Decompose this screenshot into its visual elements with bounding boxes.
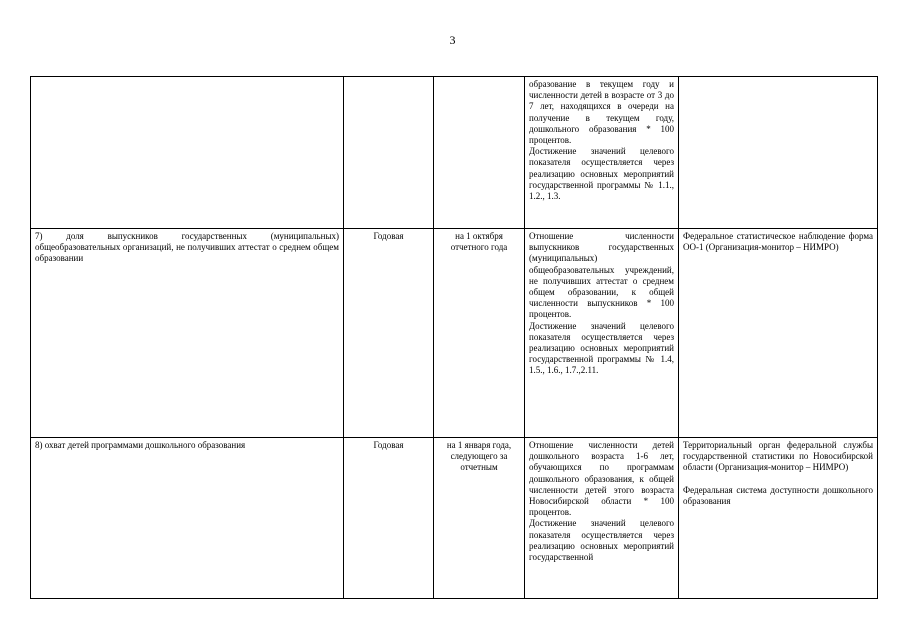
table-row — [31, 229, 878, 438]
method-cell — [525, 229, 679, 438]
method-cell — [525, 438, 679, 599]
method-paragraph: Достижение значений целевого показателя осуществляется через реализацию основных мероприятий государственной программы № 1.4, 1.5., 1.6., 1.7.,2.11. — [529, 320, 674, 376]
date-cell: на 1 января года, следующего за отчетным — [434, 438, 525, 599]
page-number: 3 — [449, 33, 456, 47]
source-paragraph: Федеральная система доступности дошкольного образования — [683, 484, 873, 506]
method-paragraph: Отношение численности детей дошкольного возраста 1-6 лет, обучающихся по программам дошкольного образования, к общей численности детей этого возраста Новосибирской области * 100 процентов. — [529, 440, 674, 518]
indicators-table — [30, 76, 878, 599]
source-cell — [679, 77, 878, 229]
method-paragraph: образование в текущем году и численности детей в возрасте от 3 до 7 лет, находящихся в очереди на получение в текущем году, дошкольного образования * 100 процентов. — [529, 79, 674, 146]
date-cell: на 1 октября отчетного года — [434, 229, 525, 438]
method-paragraph: Достижение значений целевого показателя осуществляется через реализацию основных мероприятий государственной программы № 1.1., 1.2., 1.3. — [529, 146, 674, 202]
source-cell — [679, 229, 878, 438]
indicator-cell: 7) доля выпускников государственных (муниципальных) общеобразовательных организаций, не получивших аттестат о среднем общем образовании — [31, 229, 344, 438]
date-cell — [434, 77, 525, 229]
frequency-cell: Годовая — [344, 229, 434, 438]
method-paragraph: Отношение численности выпускников государственных (муниципальных) общеобразовательных учреждений, не получивших аттестат о среднем общем образовании, к общей численности выпускников * 100 процентов. — [529, 231, 674, 320]
frequency-cell: Годовая — [344, 438, 434, 599]
method-paragraph: Достижение значений целевого показателя осуществляется через реализацию основных мероприятий государственной — [529, 518, 674, 563]
table-row — [31, 77, 878, 229]
source-paragraph: Территориальный орган федеральной службы государственной статистики по Новосибирской области (Организация-монитор – НИМРО) — [683, 440, 873, 473]
method-cell — [525, 77, 679, 229]
source-paragraph: Федеральное статистическое наблюдение форма ОО-1 (Организация-монитор – НИМРО) — [683, 231, 873, 253]
indicator-cell — [31, 77, 344, 229]
source-cell — [679, 438, 878, 599]
frequency-cell — [344, 77, 434, 229]
table-row — [31, 438, 878, 599]
indicator-cell: 8) охват детей программами дошкольного образования — [31, 438, 344, 599]
